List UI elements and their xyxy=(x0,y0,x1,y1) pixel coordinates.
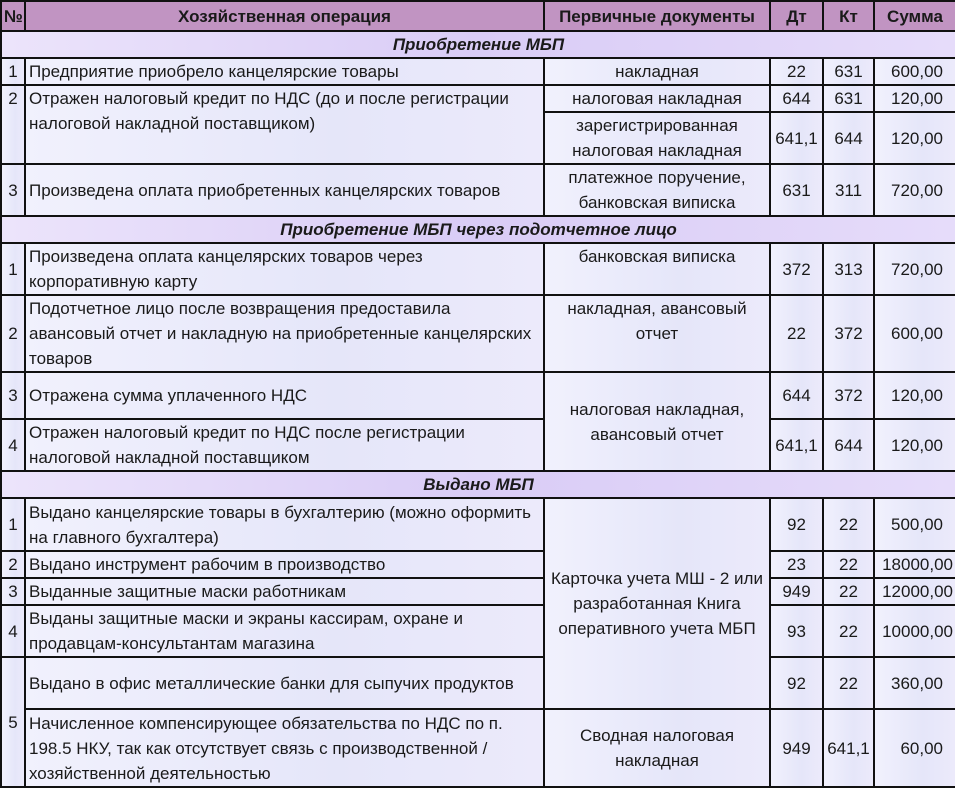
table-row xyxy=(1,85,955,112)
row-amount: 500,00 xyxy=(874,498,955,551)
row-credit: 313 xyxy=(823,243,874,295)
row-operation: Выданы защитные маски и экраны кассирам, охране и продавцам-консультантам магазина xyxy=(25,605,544,657)
row-credit: 22 xyxy=(823,498,874,551)
section-title: Приобретение МБП через подотчетное лицо xyxy=(1,216,955,243)
row-credit: 22 xyxy=(823,657,874,709)
row-document: платежное поручение, банковская виписка xyxy=(544,164,770,216)
row-debit: 22 xyxy=(770,295,823,372)
table-row xyxy=(1,498,955,551)
table-row xyxy=(1,605,955,657)
row-amount: 120,00 xyxy=(874,419,955,471)
row-operation: Выданные защитные маски работникам xyxy=(25,578,544,605)
row-num: 1 xyxy=(1,243,25,295)
row-credit: 372 xyxy=(823,295,874,372)
header-amount: Сумма xyxy=(874,1,955,31)
table-row xyxy=(1,295,955,372)
row-amount: 10000,00 xyxy=(874,605,955,657)
table-row xyxy=(1,709,955,787)
section-row xyxy=(1,31,955,58)
row-operation: Подотчетное лицо после возвращения предоставила авансовый отчет и накладную на приобретенные канцелярских товаров xyxy=(25,295,544,372)
row-amount: 600,00 xyxy=(874,58,955,85)
row-document: накладная, авансовый отчет xyxy=(544,295,770,372)
row-amount: 360,00 xyxy=(874,657,955,709)
row-debit: 644 xyxy=(770,372,823,419)
table-row xyxy=(1,164,955,216)
row-debit: 93 xyxy=(770,605,823,657)
table-row xyxy=(1,372,955,419)
row-operation: Выдано инструмент рабочим в производство xyxy=(25,551,544,578)
section-row xyxy=(1,471,955,498)
row-credit: 22 xyxy=(823,605,874,657)
row-amount: 120,00 xyxy=(874,372,955,419)
header-row xyxy=(1,1,955,31)
row-operation: Выдано в офис металлические банки для сыпучих продуктов xyxy=(25,657,544,709)
row-num: 4 xyxy=(1,605,25,657)
row-num: 2 xyxy=(1,85,25,164)
row-debit: 631 xyxy=(770,164,823,216)
row-operation: Отражена сумма уплаченного НДС xyxy=(25,372,544,419)
row-debit: 641,1 xyxy=(770,419,823,471)
row-operation: Произведена оплата канцелярских товаров через корпоративную карту xyxy=(25,243,544,295)
row-amount: 720,00 xyxy=(874,164,955,216)
row-num: 5 xyxy=(1,657,25,787)
row-debit: 92 xyxy=(770,498,823,551)
row-num: 2 xyxy=(1,551,25,578)
row-credit: 641,1 xyxy=(823,709,874,787)
row-document: налоговая накладная, авансовый отчет xyxy=(544,372,770,471)
row-debit: 23 xyxy=(770,551,823,578)
row-amount: 120,00 xyxy=(874,112,955,164)
header-documents: Первичные документы xyxy=(544,1,770,31)
row-operation: Предприятие приобрело канцелярские товары xyxy=(25,58,544,85)
row-credit: 631 xyxy=(823,58,874,85)
row-debit: 949 xyxy=(770,709,823,787)
row-operation: Произведена оплата приобретенных канцелярских товаров xyxy=(25,164,544,216)
row-amount: 12000,00 xyxy=(874,578,955,605)
section-title: Выдано МБП xyxy=(1,471,955,498)
row-operation: Отражен налоговый кредит по НДС (до и после регистрации налоговой накладной поставщиком) xyxy=(25,85,544,164)
row-debit: 372 xyxy=(770,243,823,295)
row-amount: 720,00 xyxy=(874,243,955,295)
header-operation: Хозяйственная операция xyxy=(25,1,544,31)
row-credit: 631 xyxy=(823,85,874,112)
table-row xyxy=(1,243,955,295)
row-credit: 644 xyxy=(823,419,874,471)
section-row xyxy=(1,216,955,243)
row-debit: 641,1 xyxy=(770,112,823,164)
header-num: № xyxy=(1,1,25,31)
row-document: зарегистрированная налоговая накладная xyxy=(544,112,770,164)
row-num: 4 xyxy=(1,419,25,471)
row-credit: 22 xyxy=(823,551,874,578)
row-num: 1 xyxy=(1,58,25,85)
row-amount: 18000,00 xyxy=(874,551,955,578)
section-title: Приобретение МБП xyxy=(1,31,955,58)
row-num: 3 xyxy=(1,164,25,216)
row-document: Карточка учета МШ - 2 или разработанная Книга оперативного учета МБП xyxy=(544,498,770,709)
row-debit: 949 xyxy=(770,578,823,605)
row-num: 1 xyxy=(1,498,25,551)
row-amount: 600,00 xyxy=(874,295,955,372)
row-document: накладная xyxy=(544,58,770,85)
row-num: 2 xyxy=(1,295,25,372)
row-document: налоговая накладная xyxy=(544,85,770,112)
row-operation: Отражен налоговый кредит по НДС после регистрации налоговой накладной поставщиком xyxy=(25,419,544,471)
row-amount: 60,00 xyxy=(874,709,955,787)
row-document: Сводная налоговая накладная xyxy=(544,709,770,787)
table-row xyxy=(1,419,955,471)
table-row xyxy=(1,58,955,85)
header-credit: Кт xyxy=(823,1,874,31)
row-num: 3 xyxy=(1,372,25,419)
header-debit: Дт xyxy=(770,1,823,31)
table-row xyxy=(1,657,955,709)
table-row xyxy=(1,578,955,605)
row-debit: 92 xyxy=(770,657,823,709)
row-document: банковская виписка xyxy=(544,243,770,295)
row-debit: 22 xyxy=(770,58,823,85)
row-credit: 311 xyxy=(823,164,874,216)
row-debit: 644 xyxy=(770,85,823,112)
row-credit: 372 xyxy=(823,372,874,419)
row-credit: 22 xyxy=(823,578,874,605)
row-num: 3 xyxy=(1,578,25,605)
row-amount: 120,00 xyxy=(874,85,955,112)
table-row xyxy=(1,551,955,578)
row-operation: Начисленное компенсирующее обязательства по НДС по п. 198.5 НКУ, так как отсутствует связь с производственной / хозяйственной деятельностью xyxy=(25,709,544,787)
row-credit: 644 xyxy=(823,112,874,164)
row-operation: Выдано канцелярские товары в бухгалтерию (можно оформить на главного бухгалтера) xyxy=(25,498,544,551)
